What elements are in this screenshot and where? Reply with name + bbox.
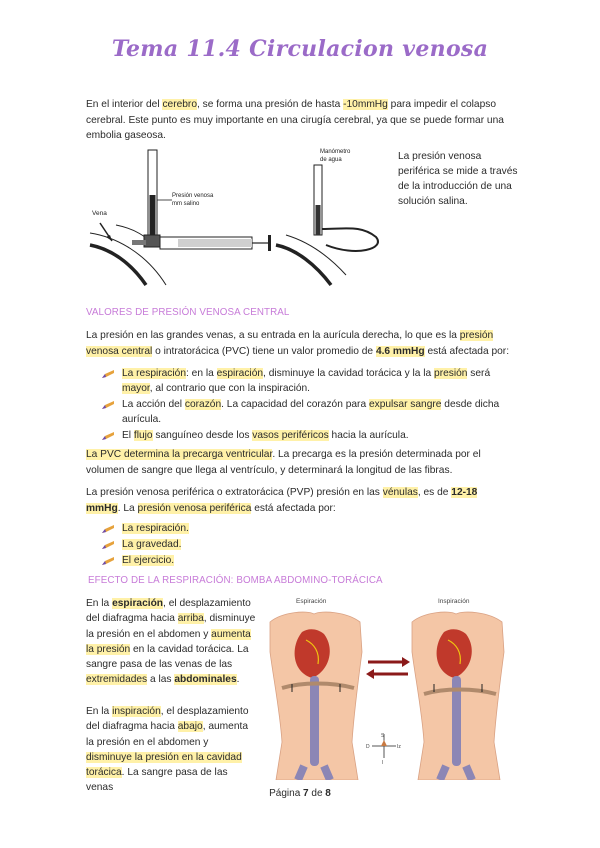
- highlight: La respiración: [122, 368, 186, 379]
- text: La acción del: [122, 399, 185, 410]
- bullet-list-peripheral: [100, 521, 400, 569]
- side-note: La presión venosa periférica se mide a través de la introducción de una solución salina.: [398, 151, 518, 207]
- central-pressure-paragraph: [86, 328, 512, 359]
- label-espiracion: Espiración: [296, 598, 327, 605]
- highlight: La gravedad.: [122, 539, 182, 550]
- highlight: abajo: [177, 721, 203, 733]
- list-item: [100, 397, 510, 427]
- highlight: La PVC determina la precarga ventricular: [86, 449, 273, 460]
- text: , es de: [417, 487, 452, 498]
- text: para impedir el colapso cerebral. Este punto es muy importante en una cirugía cerebral, ya que se puede formar una embolia gaseosa.: [86, 99, 504, 141]
- highlight: 12-18 mmHg: [86, 487, 478, 514]
- intro-paragraph: [86, 97, 506, 144]
- page-number: 7: [303, 788, 309, 799]
- list-item: [100, 428, 510, 443]
- text: La presión venosa periférica o extratorácica (PVP) presión en las: [86, 487, 383, 498]
- highlight: espiración: [216, 368, 264, 379]
- highlight: espiración: [112, 598, 164, 609]
- compass-iz: Iz: [397, 744, 401, 750]
- list-item: [100, 553, 400, 568]
- text: sanguíneo desde los: [152, 430, 253, 441]
- text: , se forma una presión de hasta: [197, 99, 344, 110]
- text: hacia la aurícula.: [328, 430, 409, 441]
- text: . La: [117, 502, 138, 514]
- text: , el desplazamiento del diafragma hacia: [86, 706, 249, 733]
- compass-s: S: [381, 733, 385, 739]
- list-item: [100, 537, 400, 552]
- highlight: -10mmHg: [343, 99, 388, 110]
- text: En el interior del: [86, 99, 163, 110]
- highlight: El ejercicio.: [122, 555, 175, 566]
- highlight: corazón: [184, 399, 222, 410]
- text: .: [236, 674, 240, 686]
- text: . La precarga es la presión determinada por el volumen de sangre que llega al ventrículo, y determinará la longitud de las fibras.: [86, 449, 481, 476]
- highlight: cerebro: [162, 99, 197, 110]
- pencil-bullet-icon: [102, 431, 115, 441]
- compass-d: D: [366, 744, 370, 750]
- venous-pressure-figure: [86, 145, 386, 295]
- text: . La sangre pasa de las venas: [86, 767, 228, 794]
- section-heading: EFECTO DE LA RESPIRACIÓN: BOMBA ABDOMINO-TORÁCICA: [88, 575, 383, 586]
- page-total: 8: [325, 788, 331, 799]
- highlight: aumenta la presión: [86, 628, 251, 655]
- text: desde dicha aurícula.: [122, 399, 500, 425]
- inspiration-paragraph: [86, 704, 256, 796]
- text: . La capacidad del corazón para: [221, 399, 369, 410]
- label-presion-venosa: Presión venosa: [172, 193, 214, 199]
- highlight: 4.6 mmHg: [375, 345, 425, 357]
- text: o intratorácica (PVC) tiene un valor promedio de: [152, 345, 376, 357]
- highlight: disminuye la presión en la cavidad torácica: [86, 751, 242, 779]
- pvp-paragraph: [86, 485, 512, 516]
- label-manometro: Manómetro: [320, 149, 351, 155]
- bullet-list-central: [100, 366, 510, 444]
- highlight: vasos periféricos: [252, 430, 329, 441]
- label-agua: de agua: [320, 157, 342, 163]
- label-vena: Vena: [92, 210, 107, 217]
- text: está afectada por:: [424, 345, 510, 357]
- text: está afectada por:: [251, 502, 336, 514]
- text: En la: [86, 706, 113, 717]
- text: será: [467, 368, 491, 379]
- page-footer: [0, 788, 600, 799]
- list-item: [100, 366, 510, 396]
- highlight: presión: [434, 368, 468, 379]
- compass-i: I: [382, 760, 384, 766]
- page-title: Tema 11.4 Circulacion venosa: [111, 36, 489, 62]
- text: La presión en las grandes venas, a su entrada en la aurícula derecha, lo que es la: [86, 330, 460, 341]
- highlight: inspiración: [112, 706, 161, 717]
- text: : en la: [186, 368, 217, 379]
- highlight: expulsar sangre: [368, 399, 442, 410]
- pencil-bullet-icon: [102, 400, 115, 410]
- text: a las: [147, 674, 175, 686]
- text: , al contrario que con la inspiración.: [149, 383, 311, 394]
- text: , disminuye la cavidad torácica y la la: [263, 368, 435, 379]
- text: , aumenta la presión en el abdomen y: [86, 721, 248, 748]
- pvc-paragraph: [86, 447, 512, 478]
- highlight: presión venosa periférica: [137, 502, 252, 514]
- list-item: [100, 521, 400, 536]
- text: , el desplazamiento del diafragma hacia: [86, 598, 251, 625]
- text: de: [308, 788, 326, 799]
- label-mm-salino: mm salino: [172, 201, 200, 207]
- highlight: abdominales: [174, 674, 237, 686]
- pencil-bullet-icon: [102, 540, 115, 550]
- text: En la: [86, 598, 113, 609]
- highlight: flujo: [133, 430, 153, 441]
- text: , disminuye la presión en el abdomen y: [86, 613, 256, 640]
- text: El: [122, 430, 134, 441]
- highlight: La respiración.: [122, 523, 189, 534]
- respiration-pump-figure: [262, 592, 514, 780]
- text: Página: [269, 788, 304, 799]
- expiration-paragraph: [86, 596, 256, 688]
- section-heading: VALORES DE PRESIÓN VENOSA CENTRAL: [86, 307, 290, 318]
- pencil-bullet-icon: [102, 369, 115, 379]
- highlight: extremidades: [86, 674, 148, 686]
- label-inspiracion: Inspiración: [438, 598, 470, 605]
- highlight: vénulas: [382, 487, 418, 498]
- pencil-bullet-icon: [102, 556, 115, 566]
- highlight: arriba: [177, 613, 204, 625]
- highlight: mayor: [122, 383, 150, 394]
- pencil-bullet-icon: [102, 524, 115, 534]
- highlight: presión venosa central: [86, 330, 494, 357]
- text: en la cavidad torácica. La sangre pasa de las venas de las: [86, 643, 249, 671]
